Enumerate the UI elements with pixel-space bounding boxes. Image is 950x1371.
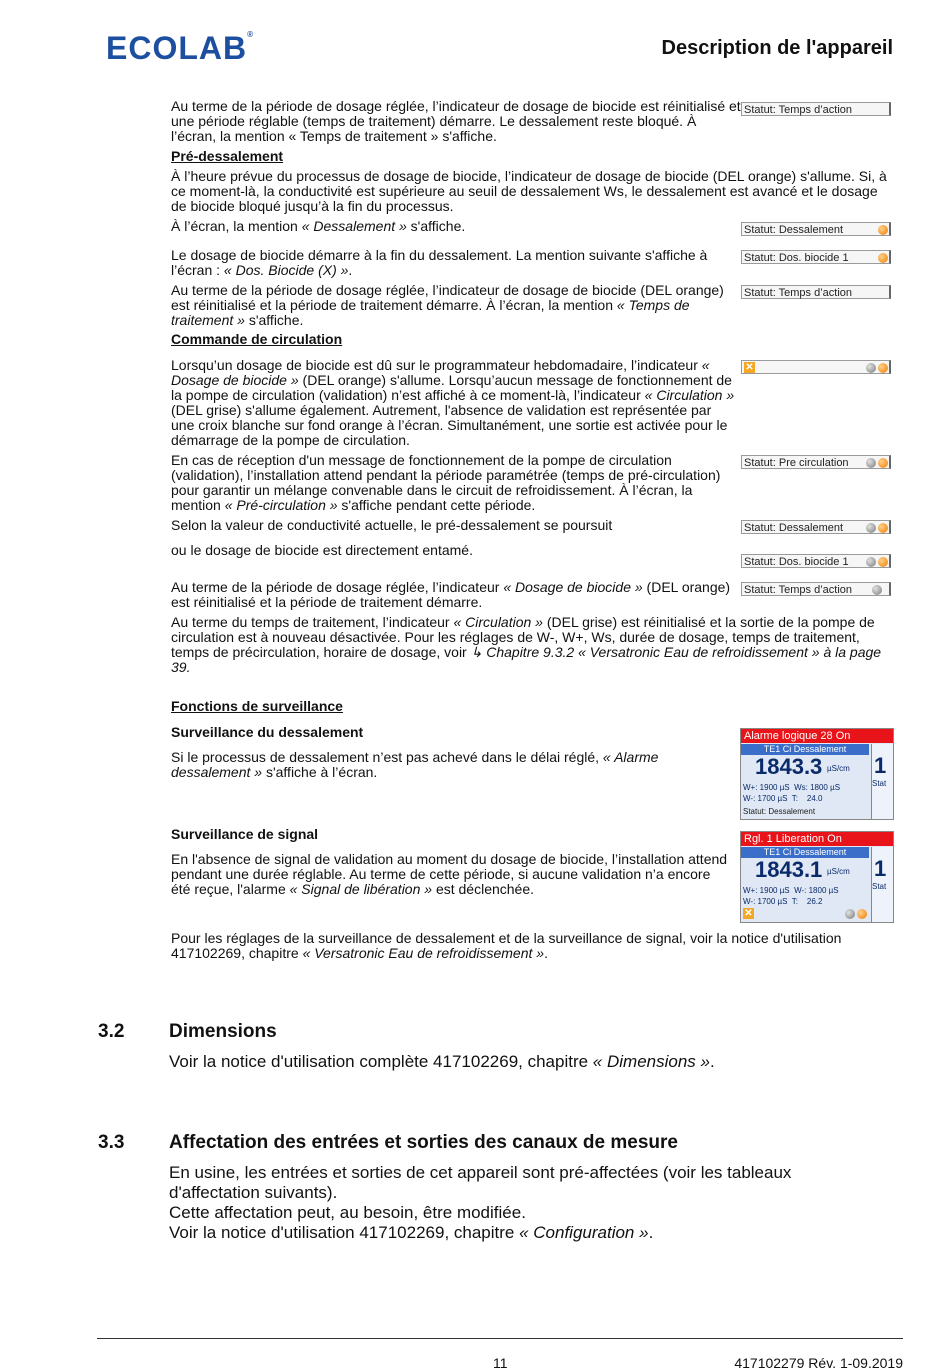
para-dosage-demarre: Le dosage de biocide démarre à la fin du dessalement. La mention suivante s'affiche à l’écran : « Dos. Biocide (X) ». <box>171 247 708 278</box>
alarm-bar: Alarme logique 28 On <box>741 729 893 743</box>
channel-label: TE1 Ci Dessalement <box>741 847 869 858</box>
gray-led-icon <box>866 523 876 533</box>
setpoint-row: W+: 1900 µS W-: 1800 µS <box>743 886 839 895</box>
setpoint-row: W-: 1700 µS T: 26.2 <box>743 897 823 906</box>
footer-divider <box>97 1338 903 1339</box>
alarm-bar: Rgl. 1 Liberation On <box>741 832 893 846</box>
para-conductivite: Selon la valeur de conductivité actuelle, le pré-dessalement se poursuit <box>171 517 613 533</box>
measured-unit: µS/cm <box>827 867 850 876</box>
orange-led-icon <box>878 523 888 533</box>
cross-warning-icon: ✕ <box>744 908 753 919</box>
page-header-title: Description de l'appareil <box>661 37 893 59</box>
status-box-dessalement: Statut: Dessalement <box>741 520 891 534</box>
orange-led-icon <box>857 909 867 919</box>
gray-led-icon <box>866 557 876 567</box>
chapter-link[interactable]: ↳ Chapitre 9.3.2 « Versatronic Eau de refroidissement » à la page 39. <box>171 644 882 675</box>
para-temps-traitement: Au terme de la période de dosage réglée, l’indicateur de dosage de biocide est réinitialisé et une période réglable (temps de traitement) démarre. Le dessalement reste bloqué. À l’écran, la mention « Temps de traitement » s'affiche. <box>171 98 741 144</box>
heading-fonctions-surveillance: Fonctions de surveillance <box>171 698 343 714</box>
heading-surveillance-signal: Surveillance de signal <box>171 826 319 842</box>
alarm-panel-liberation <box>740 831 894 923</box>
para-dosage-entame: ou le dosage de biocide est directement entamé. <box>171 542 473 558</box>
document-reference: 417102279 Rév. 1-09.2019 <box>734 1355 903 1371</box>
heading-surveillance-dessalement: Surveillance du dessalement <box>171 724 364 740</box>
side-channel: 1 Stat <box>871 744 893 819</box>
para-reglages-surveillance: Pour les réglages de la surveillance de dessalement et de la surveillance de signal, voir la notice d'utilisation 417102269, chapitre « Versatronic Eau de refroidissement ». <box>171 930 842 961</box>
alarm-panel-dessalement <box>740 728 894 820</box>
section-title-affectation: Affectation des entrées et sorties des canaux de mesure <box>169 1132 678 1153</box>
para-pre-dessalement: À l’heure prévue du processus de dosage de biocide, l’indicateur de dosage de biocide (DEL orange) s'allume. Si, à ce moment-là, la conductivité est supérieure au seuil de dessalement Ws, le dessalement est avancé et le dosage de biocide bloqué jusqu’à la fin du processus. <box>171 168 887 214</box>
status-box-temps-action: Statut: Temps d’action <box>741 285 891 299</box>
para-alarme-dessalement: Si le processus de dessalement n’est pas achevé dans le délai réglé, « Alarme dessalement » s'affiche à l’écran. <box>171 749 659 780</box>
gray-led-icon <box>866 458 876 468</box>
para-ecran-dessalement: À l’écran, la mention « Dessalement » s'affiche. <box>171 218 466 234</box>
side-channel: 1 Stat <box>871 847 893 922</box>
section-text-affectation: En usine, les entrées et sorties de cet appareil sont pré-affectées (voir les tableaux d'affectation suivants). <box>169 1163 792 1202</box>
measured-unit: µS/cm <box>827 764 850 773</box>
status-box-dos-biocide: Statut: Dos. biocide 1 <box>741 554 891 568</box>
panel-status: Statut: Dessalement <box>743 807 816 816</box>
status-box-dessalement: Statut: Dessalement <box>741 222 891 236</box>
status-box-temps-action: Statut: Temps d’action <box>741 102 891 116</box>
status-box-validation <box>741 360 891 374</box>
orange-led-icon <box>878 253 888 263</box>
heading-pre-dessalement: Pré-dessalement <box>171 148 284 164</box>
gray-led-icon <box>872 585 882 595</box>
status-box-dos-biocide: Statut: Dos. biocide 1 <box>741 250 891 264</box>
section-title-dimensions: Dimensions <box>169 1021 277 1042</box>
gray-led-icon <box>866 363 876 373</box>
para-dosage-reinit: Au terme de la période de dosage réglée, l’indicateur « Dosage de biocide » (DEL orange) est réinitialisé et la période de traitement démarre. <box>171 579 731 610</box>
orange-led-icon <box>878 557 888 567</box>
channel-label: TE1 Ci Dessalement <box>741 744 869 755</box>
section-text-modification: Cette affectation peut, au besoin, être modifiée. <box>169 1203 526 1222</box>
para-signal-liberation: En l'absence de signal de validation au moment du dosage de biocide, l’installation attend pendant une durée réglable. Au terme de cette période, si aucune validation n’a encore été reçue, l'alarme « Signal de libération » est déclenchée. <box>171 851 728 897</box>
measured-value: 1843.3 <box>755 754 823 779</box>
setpoint-row: W-: 1700 µS T: 24.0 <box>743 794 823 803</box>
section-text-dimensions: Voir la notice d'utilisation complète 417102269, chapitre « Dimensions ». <box>169 1052 715 1071</box>
orange-led-icon <box>878 363 888 373</box>
para-circulation-reinit: Au terme du temps de traitement, l’indicateur « Circulation » (DEL grise) est réinitialisé et la sortie de la pompe de circulation est à nouveau désactivée. Pour les réglages de W-, W+, Ws, durée de dosage, temps de traitement, temps de précirculation, horaire de dosage, voir ↳ Chapitre 9.3.2 « Versatronic Eau de refroidissement » à la page 39. <box>171 614 882 675</box>
section-number: 3.3 <box>98 1132 125 1153</box>
gray-led-icon <box>845 909 855 919</box>
status-box-temps-action: Statut: Temps d’action <box>741 582 891 596</box>
section-text-configuration: Voir la notice d'utilisation 417102269, chapitre « Configuration ». <box>169 1223 654 1242</box>
heading-commande-circulation: Commande de circulation <box>171 331 343 347</box>
status-box-pre-circulation: Statut: Pre circulation <box>741 455 891 469</box>
setpoint-row: W+: 1900 µS Ws: 1800 µS <box>743 783 841 792</box>
para-commande-circulation: Lorsqu’un dosage de biocide est dû sur le programmateur hebdomadaire, l’indicateur « Dosage de biocide » (DEL orange) s'allume. Lorsqu’aucun message de fonctionnement de la pompe de circulation (validation) n’est affiché à ce moment-là, l’indicateur « Circulation » (DEL grise) s'allume également. Autrement, l'absence de validation est représentée par une croix blanche sur fond orange à l’écran. Simultanément, une sortie est activée pour le démarrage de la pompe de circulation. <box>171 357 735 448</box>
para-periode-traitement: Au terme de la période de dosage réglée, l’indicateur de dosage de biocide (DEL orange) est réinitialisé et la période de traitement démarre. À l’écran, la mention « Temps de traitement » s'affiche. <box>171 282 724 328</box>
page-number: 11 <box>493 1355 508 1371</box>
orange-led-icon <box>878 225 888 235</box>
section-number: 3.2 <box>98 1021 125 1042</box>
ecolab-logo: ECOLAB® <box>106 30 255 66</box>
cross-warning-icon: ✕ <box>745 362 754 373</box>
para-pre-circulation: En cas de réception d'un message de fonctionnement de la pompe de circulation (validation), l’installation attend pendant la période paramétrée (temps de pré-circulation) pour garantir un mélange convenable dans le circuit de refroidissement. À l’écran, la mention « Pré-circulation » s'affiche pendant cette période. <box>171 452 721 513</box>
measured-value: 1843.1 <box>755 857 823 882</box>
orange-led-icon <box>878 458 888 468</box>
